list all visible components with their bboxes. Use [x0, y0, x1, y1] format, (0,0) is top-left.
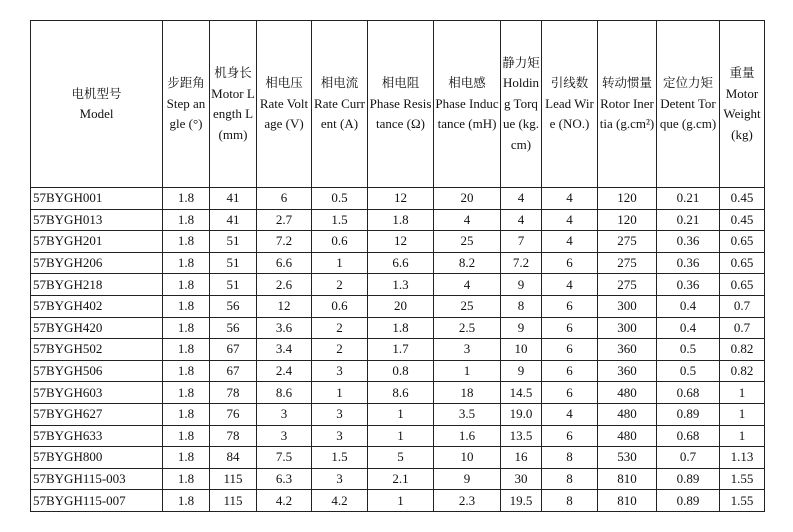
cell-rate-current: 4.2	[312, 490, 368, 512]
header-cn-label: 定位力矩	[662, 75, 713, 91]
cell-rate-voltage: 3.6	[257, 317, 312, 339]
header-holding-torque	[501, 21, 542, 188]
cell-lead-wire: 6	[542, 317, 598, 339]
header-en-label: Rate Voltage (V)	[259, 95, 309, 132]
cell-rate-voltage: 2.6	[257, 274, 312, 296]
header-detent-torque	[657, 21, 720, 188]
cell-phase-inductance: 3.5	[434, 403, 501, 425]
cell-model: 57BYGH201	[31, 231, 163, 253]
cell-rotor-inertia: 810	[598, 468, 657, 490]
header-en-label: Step angle (°)	[166, 95, 206, 132]
table-row	[31, 490, 765, 512]
cell-phase-inductance: 25	[434, 295, 501, 317]
cell-motor-weight: 1	[720, 403, 765, 425]
cell-phase-resistance: 1.8	[368, 317, 434, 339]
header-cn-label: 相电感	[448, 75, 486, 91]
header-model	[31, 21, 163, 188]
table-row	[31, 339, 765, 361]
header-phase-resistance	[368, 21, 434, 188]
cell-lead-wire: 4	[542, 274, 598, 296]
header-rate-current	[312, 21, 368, 188]
cell-lead-wire: 4	[542, 188, 598, 210]
table-row	[31, 274, 765, 296]
cell-holding-torque: 9	[501, 274, 542, 296]
cell-holding-torque: 13.5	[501, 425, 542, 447]
cell-lead-wire: 6	[542, 425, 598, 447]
cell-lead-wire: 8	[542, 490, 598, 512]
cell-step-angle: 1.8	[163, 490, 210, 512]
cell-phase-resistance: 5	[368, 447, 434, 469]
cell-rate-current: 0.6	[312, 231, 368, 253]
cell-model: 57BYGH115-003	[31, 468, 163, 490]
cell-model: 57BYGH603	[31, 382, 163, 404]
cell-motor-weight: 1.55	[720, 468, 765, 490]
cell-phase-resistance: 1	[368, 403, 434, 425]
cell-detent-torque: 0.36	[657, 274, 720, 296]
cell-motor-length: 51	[210, 252, 257, 274]
cell-rate-current: 1	[312, 252, 368, 274]
cell-rate-current: 0.5	[312, 188, 368, 210]
cell-lead-wire: 6	[542, 360, 598, 382]
cell-rate-voltage: 12	[257, 295, 312, 317]
cell-model: 57BYGH800	[31, 447, 163, 469]
header-en-label: Detent Torque (g.cm)	[659, 95, 717, 132]
cell-model: 57BYGH420	[31, 317, 163, 339]
cell-phase-inductance: 10	[434, 447, 501, 469]
cell-motor-weight: 0.65	[720, 252, 765, 274]
cell-motor-weight: 0.82	[720, 360, 765, 382]
header-en-label: Rotor Inertia (g.cm²)	[599, 95, 655, 132]
cell-rotor-inertia: 120	[598, 209, 657, 231]
cell-holding-torque: 8	[501, 295, 542, 317]
cell-detent-torque: 0.36	[657, 231, 720, 253]
cell-motor-weight: 0.82	[720, 339, 765, 361]
cell-holding-torque: 7	[501, 231, 542, 253]
cell-model: 57BYGH218	[31, 274, 163, 296]
cell-detent-torque: 0.36	[657, 252, 720, 274]
cell-motor-length: 41	[210, 209, 257, 231]
cell-holding-torque: 9	[501, 360, 542, 382]
table-row	[31, 425, 765, 447]
cell-lead-wire: 6	[542, 295, 598, 317]
header-cn-label: 相电压	[265, 75, 303, 91]
cell-rate-voltage: 7.5	[257, 447, 312, 469]
table-row	[31, 252, 765, 274]
cell-step-angle: 1.8	[163, 425, 210, 447]
cell-phase-resistance: 8.6	[368, 382, 434, 404]
cell-motor-weight: 0.65	[720, 274, 765, 296]
cell-phase-inductance: 20	[434, 188, 501, 210]
cell-rotor-inertia: 810	[598, 490, 657, 512]
header-motor-length	[210, 21, 257, 188]
cell-holding-torque: 16	[501, 447, 542, 469]
cell-holding-torque: 7.2	[501, 252, 542, 274]
header-motor-weight	[720, 21, 765, 188]
cell-rate-voltage: 3	[257, 425, 312, 447]
cell-phase-inductance: 8.2	[434, 252, 501, 274]
cell-detent-torque: 0.4	[657, 295, 720, 317]
cell-phase-inductance: 25	[434, 231, 501, 253]
cell-rate-current: 2	[312, 274, 368, 296]
cell-phase-resistance: 1.8	[368, 209, 434, 231]
cell-motor-weight: 1	[720, 425, 765, 447]
cell-model: 57BYGH115-007	[31, 490, 163, 512]
cell-rotor-inertia: 360	[598, 360, 657, 382]
table-row	[31, 403, 765, 425]
cell-motor-weight: 0.7	[720, 295, 765, 317]
cell-rotor-inertia: 275	[598, 252, 657, 274]
cell-lead-wire: 4	[542, 403, 598, 425]
header-en-label: Model	[79, 106, 114, 121]
cell-holding-torque: 10	[501, 339, 542, 361]
header-cn-label: 相电阻	[381, 75, 420, 91]
cell-motor-length: 115	[210, 490, 257, 512]
cell-holding-torque: 19.0	[501, 403, 542, 425]
spec-table-container	[30, 20, 765, 512]
cell-step-angle: 1.8	[163, 317, 210, 339]
stepper-motor-spec-table	[30, 20, 765, 512]
cell-detent-torque: 0.89	[657, 468, 720, 490]
cell-motor-weight: 1.55	[720, 490, 765, 512]
header-en-label: Rate Current (A)	[314, 95, 365, 132]
cell-rate-voltage: 2.4	[257, 360, 312, 382]
cell-motor-length: 78	[210, 382, 257, 404]
header-cn-label: 电机型号	[71, 85, 122, 101]
cell-rate-voltage: 6	[257, 188, 312, 210]
cell-rate-voltage: 2.7	[257, 209, 312, 231]
cell-motor-length: 51	[210, 231, 257, 253]
table-row	[31, 468, 765, 490]
cell-motor-weight: 0.7	[720, 317, 765, 339]
cell-holding-torque: 30	[501, 468, 542, 490]
cell-phase-resistance: 20	[368, 295, 434, 317]
cell-phase-resistance: 1	[368, 425, 434, 447]
cell-phase-inductance: 1.6	[434, 425, 501, 447]
cell-rate-voltage: 3	[257, 403, 312, 425]
cell-phase-resistance: 2.1	[368, 468, 434, 490]
cell-rate-current: 1.5	[312, 209, 368, 231]
cell-phase-resistance: 1.7	[368, 339, 434, 361]
cell-detent-torque: 0.89	[657, 403, 720, 425]
header-en-label: Phase Inductance (mH)	[435, 95, 499, 132]
header-cn-label: 转动惯量	[601, 75, 652, 91]
cell-model: 57BYGH206	[31, 252, 163, 274]
cell-phase-inductance: 3	[434, 339, 501, 361]
cell-detent-torque: 0.7	[657, 447, 720, 469]
header-cn-label: 机身长	[214, 65, 252, 80]
cell-rate-voltage: 7.2	[257, 231, 312, 253]
cell-rate-current: 3	[312, 425, 368, 447]
cell-phase-resistance: 6.6	[368, 252, 434, 274]
cell-rotor-inertia: 530	[598, 447, 657, 469]
cell-motor-length: 41	[210, 188, 257, 210]
table-row	[31, 209, 765, 231]
table-row	[31, 447, 765, 469]
table-row	[31, 188, 765, 210]
header-rate-voltage	[257, 21, 312, 188]
table-body	[31, 188, 765, 512]
cell-model: 57BYGH001	[31, 188, 163, 210]
cell-motor-length: 51	[210, 274, 257, 296]
cell-motor-weight: 0.65	[720, 231, 765, 253]
cell-motor-length: 56	[210, 295, 257, 317]
cell-phase-inductance: 4	[434, 274, 501, 296]
cell-lead-wire: 4	[542, 209, 598, 231]
header-step-angle	[163, 21, 210, 188]
cell-rotor-inertia: 480	[598, 382, 657, 404]
cell-lead-wire: 6	[542, 382, 598, 404]
cell-rotor-inertia: 480	[598, 425, 657, 447]
header-row	[31, 21, 765, 188]
cell-phase-inductance: 4	[434, 209, 501, 231]
cell-rotor-inertia: 120	[598, 188, 657, 210]
cell-step-angle: 1.8	[163, 382, 210, 404]
cell-step-angle: 1.8	[163, 209, 210, 231]
cell-holding-torque: 14.5	[501, 382, 542, 404]
cell-phase-resistance: 0.8	[368, 360, 434, 382]
cell-step-angle: 1.8	[163, 188, 210, 210]
cell-step-angle: 1.8	[163, 274, 210, 296]
cell-detent-torque: 0.89	[657, 490, 720, 512]
table-row	[31, 317, 765, 339]
cell-model: 57BYGH013	[31, 209, 163, 231]
cell-detent-torque: 0.21	[657, 209, 720, 231]
cell-model: 57BYGH506	[31, 360, 163, 382]
cell-step-angle: 1.8	[163, 339, 210, 361]
cell-phase-inductance: 2.5	[434, 317, 501, 339]
cell-lead-wire: 6	[542, 252, 598, 274]
cell-step-angle: 1.8	[163, 360, 210, 382]
header-en-label: Lead Wire (NO.)	[545, 95, 594, 132]
header-rotor-inertia	[598, 21, 657, 188]
cell-rate-current: 2	[312, 317, 368, 339]
cell-rate-current: 1	[312, 382, 368, 404]
cell-holding-torque: 4	[501, 209, 542, 231]
cell-phase-resistance: 1	[368, 490, 434, 512]
header-en-label: Phase Resistance (Ω)	[369, 95, 432, 132]
cell-motor-weight: 1.13	[720, 447, 765, 469]
cell-motor-length: 115	[210, 468, 257, 490]
cell-rate-current: 2	[312, 339, 368, 361]
cell-detent-torque: 0.68	[657, 382, 720, 404]
cell-lead-wire: 8	[542, 468, 598, 490]
cell-detent-torque: 0.21	[657, 188, 720, 210]
cell-rate-current: 3	[312, 403, 368, 425]
cell-step-angle: 1.8	[163, 403, 210, 425]
cell-rate-voltage: 6.3	[257, 468, 312, 490]
cell-rate-current: 0.6	[312, 295, 368, 317]
table-row	[31, 382, 765, 404]
cell-phase-resistance: 12	[368, 231, 434, 253]
cell-holding-torque: 4	[501, 188, 542, 210]
cell-step-angle: 1.8	[163, 295, 210, 317]
cell-phase-inductance: 18	[434, 382, 501, 404]
cell-motor-length: 67	[210, 339, 257, 361]
cell-lead-wire: 4	[542, 231, 598, 253]
header-en-label: Motor Weight (kg)	[723, 85, 761, 142]
cell-motor-weight: 0.45	[720, 209, 765, 231]
cell-rate-voltage: 3.4	[257, 339, 312, 361]
table-row	[31, 231, 765, 253]
cell-phase-resistance: 12	[368, 188, 434, 210]
cell-rate-voltage: 8.6	[257, 382, 312, 404]
cell-motor-length: 56	[210, 317, 257, 339]
cell-rotor-inertia: 480	[598, 403, 657, 425]
header-cn-label: 静力矩	[502, 54, 540, 70]
cell-motor-length: 84	[210, 447, 257, 469]
cell-phase-inductance: 9	[434, 468, 501, 490]
header-cn-label: 重量	[729, 65, 755, 80]
header-cn-label: 引线数	[550, 75, 589, 91]
cell-rotor-inertia: 275	[598, 231, 657, 253]
cell-model: 57BYGH502	[31, 339, 163, 361]
header-phase-inductance	[434, 21, 501, 188]
cell-rate-current: 3	[312, 360, 368, 382]
cell-motor-length: 78	[210, 425, 257, 447]
cell-rotor-inertia: 300	[598, 317, 657, 339]
header-en-label: Holding Torque (kg.cm)	[502, 75, 540, 152]
cell-rotor-inertia: 300	[598, 295, 657, 317]
cell-holding-torque: 19.5	[501, 490, 542, 512]
cell-motor-weight: 1	[720, 382, 765, 404]
cell-holding-torque: 9	[501, 317, 542, 339]
cell-motor-length: 76	[210, 403, 257, 425]
header-cn-label: 步距角	[167, 75, 205, 91]
header-en-label: Motor Length L(mm)	[211, 85, 255, 142]
cell-step-angle: 1.8	[163, 468, 210, 490]
cell-detent-torque: 0.5	[657, 339, 720, 361]
cell-step-angle: 1.8	[163, 252, 210, 274]
cell-detent-torque: 0.4	[657, 317, 720, 339]
header-lead-wire	[542, 21, 598, 188]
cell-model: 57BYGH633	[31, 425, 163, 447]
cell-detent-torque: 0.5	[657, 360, 720, 382]
cell-lead-wire: 6	[542, 339, 598, 361]
cell-motor-weight: 0.45	[720, 188, 765, 210]
cell-model: 57BYGH402	[31, 295, 163, 317]
cell-rotor-inertia: 360	[598, 339, 657, 361]
cell-step-angle: 1.8	[163, 447, 210, 469]
cell-rate-current: 3	[312, 468, 368, 490]
table-row	[31, 360, 765, 382]
cell-lead-wire: 8	[542, 447, 598, 469]
cell-rotor-inertia: 275	[598, 274, 657, 296]
cell-step-angle: 1.8	[163, 231, 210, 253]
cell-motor-length: 67	[210, 360, 257, 382]
cell-phase-resistance: 1.3	[368, 274, 434, 296]
cell-phase-inductance: 1	[434, 360, 501, 382]
cell-detent-torque: 0.68	[657, 425, 720, 447]
cell-model: 57BYGH627	[31, 403, 163, 425]
header-cn-label: 相电流	[320, 75, 359, 91]
cell-rate-voltage: 4.2	[257, 490, 312, 512]
cell-phase-inductance: 2.3	[434, 490, 501, 512]
cell-rate-current: 1.5	[312, 447, 368, 469]
cell-rate-voltage: 6.6	[257, 252, 312, 274]
table-row	[31, 295, 765, 317]
